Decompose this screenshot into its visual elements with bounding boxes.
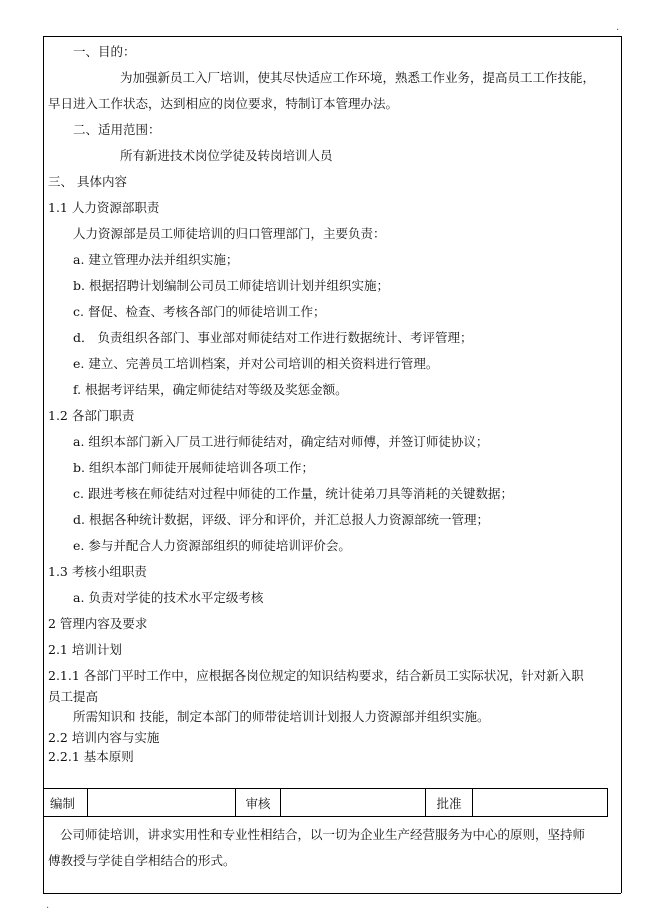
list-item: e. 建立、完善员工培训档案，并对公司培训的相关资料进行管理。 — [73, 356, 439, 371]
approved-by-field[interactable] — [473, 789, 608, 817]
reviewed-by-label: 审核 — [236, 789, 281, 817]
paragraph-line: 员工提高 — [48, 689, 99, 704]
prepared-by-field[interactable] — [88, 789, 236, 817]
paragraph-line: 人力资源部是员工师徒培训的归口管理部门，主要负责： — [73, 226, 386, 241]
list-item: a. 建立管理办法并组织实施； — [73, 252, 239, 267]
paragraph-line: 早日进入工作状态，达到相应的岗位要求，特制订本管理办法。 — [48, 96, 399, 111]
subsection-heading: 1.1 人力资源部职责 — [48, 200, 160, 215]
list-item: c. 督促、检查、考核各部门的师徒培训工作； — [73, 304, 326, 319]
section-heading-purpose: 一、目的： — [73, 44, 136, 59]
subsection-heading: 2.2.1 基本原则 — [48, 749, 134, 764]
signoff-table — [43, 788, 608, 817]
section-heading: 2 管理内容及要求 — [48, 616, 148, 631]
section-heading-scope: 二、适用范围： — [73, 122, 161, 137]
approved-by-label: 批准 — [426, 789, 473, 817]
subsection-heading: 2.2 培训内容与实施 — [48, 730, 160, 745]
list-item: d． 负责组织各部门、事业部对师徒结对工作进行数据统计、考评管理； — [73, 330, 473, 345]
list-item: e. 参与并配合人力资源部组织的师徒培训评价会。 — [73, 538, 351, 553]
corner-mark-bottom: . — [46, 900, 50, 911]
paragraph-line: 所需知识和 技能，制定本部门的师带徒培训计划报人力资源部并组织实施。 — [73, 709, 490, 724]
paragraph-line: 傅教授与学徒自学相结合的形式。 — [48, 853, 236, 868]
prepared-by-label: 编制 — [44, 789, 88, 817]
section-heading-content: 三、 具体内容 — [48, 174, 127, 189]
paragraph-line: 为加强新员工入厂培训，使其尽快适应工作环境，熟悉工作业务，提高员工工作技能， — [120, 70, 596, 85]
list-item: c. 跟进考核在师徒结对过程中师徒的工作量，统计徒弟刀具等消耗的关键数据； — [73, 486, 513, 501]
frame-bottom-border — [43, 893, 621, 894]
list-item: f. 根据考评结果，确定师徒结对等级及奖惩金额。 — [73, 382, 348, 397]
subsection-heading: 1.3 考核小组职责 — [48, 564, 147, 579]
paragraph-line: 所有新进技术岗位学徒及转岗培训人员 — [120, 148, 333, 163]
list-item: a. 组织本部门新入厂员工进行师徒结对，确定结对师傅，并签订师徒协议； — [73, 434, 489, 449]
list-item: b. 组织本部门师徒开展师徒培训各项工作； — [73, 460, 314, 475]
paragraph-line: 2.1.1 各部门平时工作中，应根据各岗位规定的知识结构要求，结合新员工实际状况，针对新入职 — [48, 668, 584, 683]
paragraph-line: 公司师徒培训，讲求实用性和专业性相结合，以一切为企业生产经营服务为中心的原则，坚持师 — [60, 827, 586, 842]
list-item: d. 根据各种统计数据，评级、评分和评价，并汇总报人力资源部统一管理； — [73, 512, 489, 527]
list-item: b. 根据招聘计划编制公司员工师徒培训计划并组织实施； — [73, 278, 389, 293]
reviewed-by-field[interactable] — [281, 789, 426, 817]
list-item: a. 负责对学徒的技术水平定级考核 — [73, 590, 264, 605]
signoff-row — [44, 789, 608, 817]
corner-mark-top: . — [616, 22, 620, 33]
subsection-heading: 1.2 各部门职责 — [48, 408, 135, 423]
subsection-heading: 2.1 培训计划 — [48, 642, 122, 657]
